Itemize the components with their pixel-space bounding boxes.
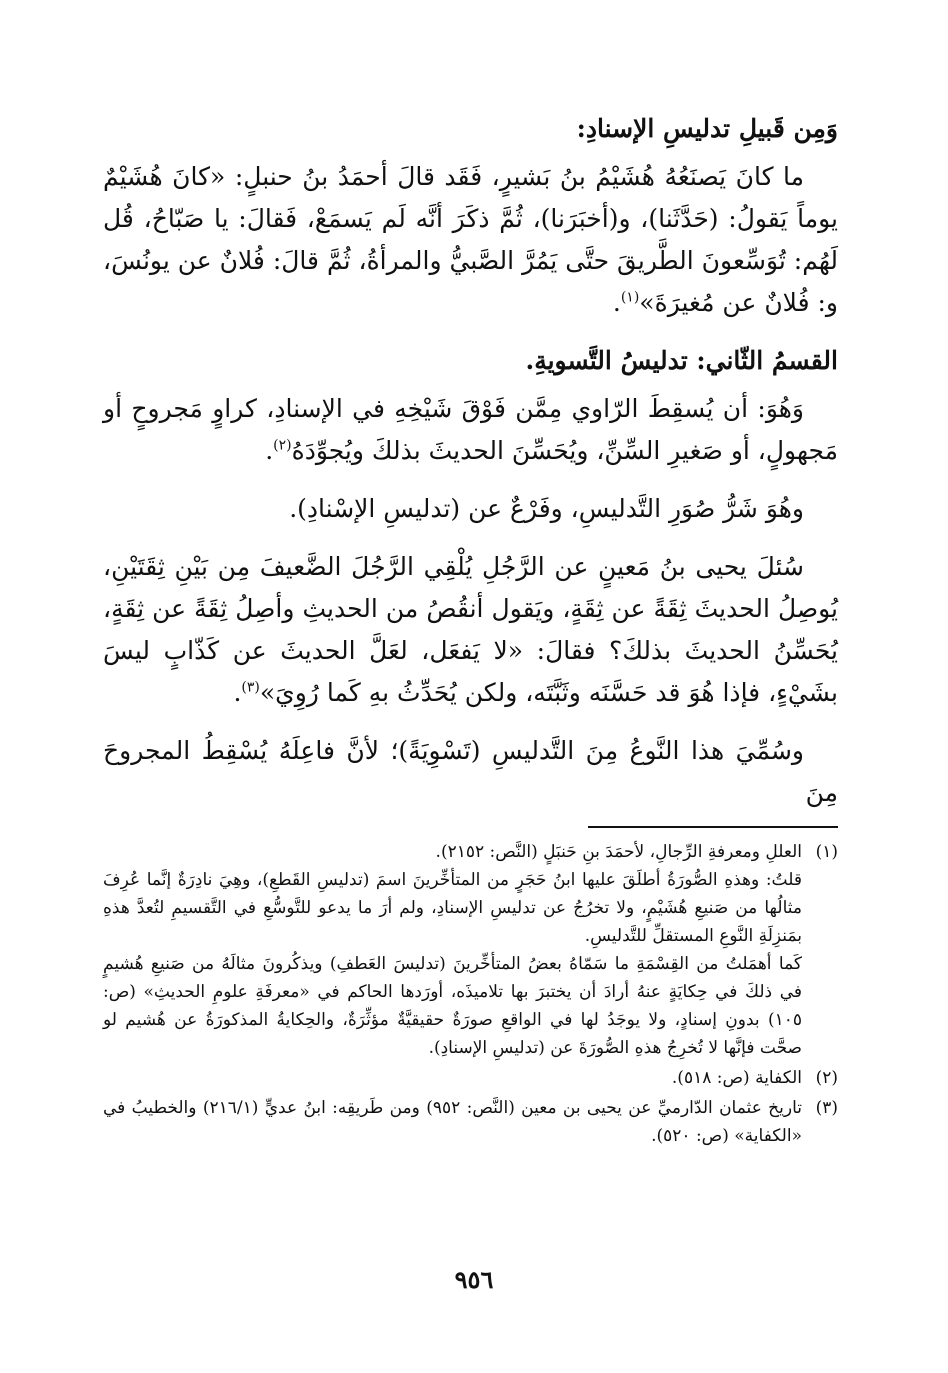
footnote-3: [103, 1094, 838, 1150]
paragraph-definition: [103, 388, 838, 472]
footnote-body: [103, 838, 802, 1062]
paragraph-hushaym: [103, 156, 838, 324]
footnote-paragraph: العللِ ومعرفةِ الرِّجالِ، لأحمَدَ بنِ حَنبَلٍ (النَّص: ٢١٥٢).: [435, 842, 802, 862]
main-text: [103, 108, 838, 830]
footnote-body: [103, 1064, 802, 1092]
footnote-number: (٢): [815, 1068, 838, 1088]
footnote-paragraph: كَما أهمَلتُ من القِسْمَةِ ما سَمّاهُ بعضُ المتأخِّرينَ (تدليسَ العَطفِ) ويذكُرونَ مثالَهُ من صَنيعِ هُشيمٍ في ذلكَ في حِكايَةٍ عنهُ أرادَ أن يختبرَ بها تلاميذَه، أورَدها الحاكم في «معرفَةِ علومِ الحديثِ» (ص: ١٠٥) بدونِ إسنادٍ، ولا يوجَدُ لها في الواقعِ صورَةٌ حقيقيَّةٌ مؤثِّرَةٌ، والحِكايةُ المذكورَةُ عن هُشيم لو صحَّت فإنَّها لا تُخرِجُ هذهِ الصُّورَةَ عن (تدليسِ الإسنادِ).: [103, 954, 802, 1058]
footnote-1: [103, 838, 838, 1062]
footnote-number: (٣): [815, 1098, 838, 1118]
footnote-paragraph: تاريخ عثمان الدّارميِّ عن يحيى بن معين (النَّص: ٩٥٢) ومن طَريقِه: ابنُ عديٍّ (٢١٦/١) والخطيبُ في «الكفاية» (ص: ٥٢٠).: [103, 1098, 803, 1146]
footnote-paragraph: قلتُ: وهذهِ الصُّورَةُ أطلَقَ عليها ابنُ حَجَرٍ من المتأخِّرينَ اسمَ (تدليسِ القَطعِ)، وهِيَ نادِرَةٌ إنَّما عُرِفَ مثالُها من صَنيعِ هُشَيْمٍ، ولا تخرُجُ عن تدليسِ الإسنادِ، ولم أرَ ما يدعو للتَّوسُّعِ في التَّقسيمِ لتُعدَّ هذهِ بمَنزِلَةِ النَّوعِ المستقلِّ للتَّدليسِ.: [103, 870, 802, 946]
footnote-paragraph: الكفاية (ص: ٥١٨).: [671, 1068, 802, 1088]
paragraph-worst-form: وهُوَ شَرُّ صُوَرِ التَّدليسِ، وفَرْعٌ عن (تدليسِ الإسْنادِ).: [289, 494, 804, 523]
footnote-body: [103, 1094, 802, 1150]
footnote-2: [103, 1064, 838, 1092]
paragraph-yahya-ibn-main: [103, 546, 838, 714]
section-heading-tadlis-taswiya: القسمُ الثّاني: تدليسُ التَّسويةِ.: [525, 346, 838, 375]
footnote-ref-1: (١): [620, 289, 640, 306]
paragraph-end: .: [612, 288, 621, 317]
paragraph-naming: وسُمِّيَ هذا النَّوعُ مِنَ التَّدليسِ (تَسْوِيَةً)؛ لأنَّ فاعِلَهُ يُسْقِطُ المجروحَ مِنَ: [103, 736, 838, 807]
page-number: ٩٥٦: [454, 1265, 494, 1294]
paragraph-text: وَهُوَ: أن يُسقِطَ الرّاوي مِمَّن فَوْقَ شَيْخِهِ في الإسنادِ، كراوٍ مَجروحٍ أو مَجهولٍ، أو صَغيرِ السِّنِّ، ويُحَسِّنَ الحديثَ بذلكَ ويُجوِّدَهُ: [103, 394, 838, 465]
paragraph-text: ما كانَ يَصنَعُهُ هُشَيْمُ بنُ بَشيرٍ، فَقَد قالَ أحمَدُ بنُ حنبلٍ: «كانَ هُشَيْمٌ يوماً يَقولُ: (حَدَّثَنا)، و(أخبَرَنا)، ثُمَّ ذكَرَ أنَّه لَم يَسمَعْ، فَقالَ: يا صَبّاحُ، قُل لَهُم: تُوَسِّعونَ الطَّريقَ حتَّى يَمُرَّ الصَّبيُّ والمرأةُ، ثُمَّ قالَ: فُلانٌ عن يونُسَ، و: فُلانٌ عن مُغيرَةَ»: [103, 162, 838, 317]
paragraph-text: سُئلَ يحيى بنُ مَعينٍ عن الرَّجُلِ يُلْقِي الرَّجُلَ الضَّعيفَ مِن بَيْنِ ثِقَتَيْنِ، يُوصِلُ الحديثَ ثِقَةً عن ثِقَةٍ، ويَقول أنقُصُ من الحديثِ وأصِلُ ثِقَةً عن ثِقَةٍ، يُحَسِّنُ الحديثَ بذلكَ؟ فقالَ: «لا يَفعَل، لعَلَّ الحديثَ عن كَذّابٍ ليسَ بشَيْءٍ، فإذا هُوَ قد حَسَّنَه وثَبَّتَه، ولكن يُحَدِّثُ بهِ كَما رُوِيَ»: [103, 552, 838, 707]
paragraph-end: .: [233, 678, 242, 707]
section-heading-tadlis-isnad: وَمِن قَبيلِ تدليسِ الإسنادِ:: [576, 114, 838, 143]
footnote-separator: [588, 826, 838, 828]
footnote-number: (١): [815, 842, 838, 862]
footnote-ref-3: (٣): [241, 679, 260, 696]
footnotes: [103, 838, 838, 1152]
paragraph-end: .: [265, 436, 274, 465]
footnote-ref-2: (٢): [273, 437, 292, 454]
